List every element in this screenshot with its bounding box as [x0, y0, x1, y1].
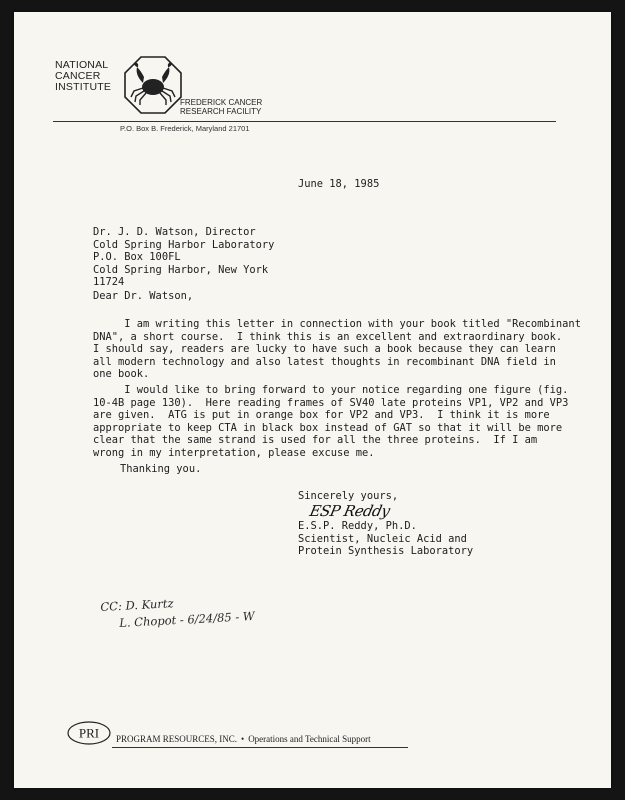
body-line: one book. — [93, 368, 150, 381]
thanks-line: Thanking you. — [120, 463, 202, 475]
recipient-line: P.O. Box 100FL — [93, 251, 181, 264]
letterhead-address: P.O. Box B. Frederick, Maryland 21701 — [120, 124, 250, 133]
recipient-block — [93, 226, 274, 289]
org-line-1: NATIONAL — [55, 59, 109, 71]
body-line: I should say, readers are lucky to have such a book because they can learn — [93, 343, 556, 356]
body-line: clear that the same strand is used for all the three proteins. If I am — [93, 434, 538, 447]
body-line: are given. ATG is put in orange box for VP2 and VP3. I think it is more — [93, 409, 550, 422]
signer-title: Scientist, Nucleic Acid and — [298, 532, 467, 545]
pri-logo — [67, 721, 111, 745]
body-line: DNA", a short course. I think this is an excellent and extraordinary book. — [93, 330, 563, 343]
recipient-line: Dr. J. D. Watson, Director — [93, 226, 256, 238]
signature: ESP Reddy — [308, 502, 392, 520]
recipient-line: 11724 — [93, 276, 125, 289]
letterhead-facility — [180, 98, 262, 116]
org-line-2: CANCER — [55, 70, 101, 82]
footer-tagline: Operations and Technical Support — [248, 734, 371, 744]
footer-bullet: • — [241, 734, 245, 744]
footer-rule — [112, 747, 408, 748]
recipient-line: Cold Spring Harbor, New York — [93, 263, 269, 276]
facility-line-2: RESEARCH FACILITY — [180, 107, 262, 116]
crab-icon — [123, 55, 183, 115]
signer-block — [298, 520, 473, 558]
signer-lab: Protein Synthesis Laboratory — [298, 545, 474, 558]
signer-name: E.S.P. Reddy, Ph.D. — [298, 520, 417, 532]
body-line: I am writing this letter in connection with your book titled "Recombinant — [93, 318, 581, 330]
salutation: Dear Dr. Watson, — [93, 290, 194, 302]
letterhead-rule — [53, 121, 556, 122]
org-line-3: INSTITUTE — [55, 81, 112, 93]
footer-company: PROGRAM RESOURCES, INC. — [116, 734, 238, 744]
paragraph-1 — [93, 318, 581, 381]
facility-line-1: FREDERICK CANCER — [180, 98, 263, 107]
paragraph-2 — [93, 384, 568, 460]
letter-date: June 18, 1985 — [298, 178, 380, 190]
body-line: 10-4B page 130). Here reading frames of SV40 late proteins VP1, VP2 and VP3 — [93, 396, 569, 409]
body-line: wrong in my interpretation, please excuse me. — [93, 446, 375, 459]
body-line: I would like to bring forward to your notice regarding one figure (fig. — [93, 384, 569, 396]
cc-line: L. Chopot - 6/24/85 - W — [118, 608, 255, 631]
pri-logo-text: PRI — [78, 725, 100, 741]
body-line: all modern technology and also latest thoughts in recombinant DNA field in — [93, 355, 556, 368]
body-line: appropriate to keep CTA in black box instead of GAT so that it will be more — [93, 421, 563, 434]
cc-line: CC: D. Kurtz — [100, 596, 174, 614]
letterhead-org — [55, 60, 111, 93]
recipient-line: Cold Spring Harbor Laboratory — [93, 238, 275, 251]
closing-line: Sincerely yours, — [298, 490, 399, 502]
footer-text — [116, 734, 371, 744]
